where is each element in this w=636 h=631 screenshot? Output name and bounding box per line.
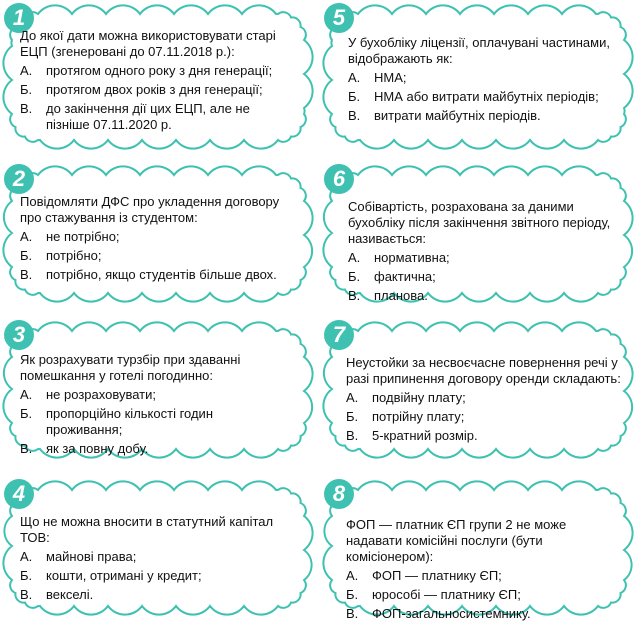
question-text: У бухобліку ліцензії, оплачувані частинами, відображають як: [348, 35, 610, 66]
answer-option [348, 269, 624, 285]
answer-option [348, 250, 624, 266]
answer-text: ФОП — платнику ЄП; [372, 568, 502, 583]
answer-text: кошти, отримані у кредит; [46, 568, 202, 583]
answer-letter: А. [348, 70, 361, 85]
answer-option [20, 267, 292, 283]
answer-letter: В. [20, 441, 33, 456]
answer-option [346, 587, 624, 603]
answer-text: планова. [374, 288, 428, 303]
answer-option [20, 406, 292, 438]
answer-option [348, 70, 624, 86]
answer-text: як за повну добу. [46, 441, 149, 456]
question-number-badge: 8 [324, 479, 354, 509]
quiz-card-8 [346, 517, 624, 625]
answer-letter: Б. [348, 269, 361, 284]
quiz-card-5 [348, 35, 624, 127]
question-text: Як розрахувати турзбір при здаванні помешкання у готелі погодинно: [20, 352, 241, 383]
answer-option [20, 229, 292, 245]
answer-text: векселі. [46, 587, 94, 602]
answer-option [20, 549, 292, 565]
answer-letter: Б. [20, 248, 33, 263]
answer-letter: А. [346, 568, 359, 583]
answer-text: НМА або витрати майбутніх періодів; [374, 89, 599, 104]
question-number-badge: 3 [4, 320, 34, 350]
question-text: До якої дати можна використовувати старі ЕЦП (згенеровані до 07.11.2018 р.): [20, 28, 276, 59]
answer-letter: А. [20, 387, 33, 402]
answer-text: не розраховувати; [46, 387, 156, 402]
answer-text: потрійну плату; [372, 409, 465, 424]
quiz-card-4 [20, 514, 292, 606]
quiz-card-1 [20, 28, 292, 136]
answer-text: не потрібно; [46, 229, 120, 244]
answer-letter: Б. [20, 568, 33, 583]
answer-text: НМА; [374, 70, 407, 85]
answer-text: ФОП-загальносистемнику. [372, 606, 531, 621]
answer-text: до закінчення дії цих ЕЦП, але не пізніше 07.11.2020 р. [46, 101, 250, 132]
answer-option [20, 568, 292, 584]
answer-letter: В. [346, 428, 359, 443]
answer-option [348, 108, 624, 124]
question-text: ФОП — платник ЄП групи 2 не може надавати комісійні послуги (бути комісіонером): [346, 517, 567, 564]
answer-letter: В. [20, 587, 33, 602]
question-number-badge: 7 [324, 320, 354, 350]
answer-letter: Б. [20, 406, 33, 421]
answer-letter: А. [20, 63, 33, 78]
question-text: Повідомляти ДФС про укладення договору про стажування із студентом: [20, 194, 280, 225]
answer-option [348, 288, 624, 304]
answer-letter: Б. [20, 82, 33, 97]
quiz-card-7 [346, 355, 624, 447]
question-number-badge: 5 [324, 3, 354, 33]
answer-letter: В. [346, 606, 359, 621]
answer-text: майнові права; [46, 549, 137, 564]
quiz-card-2 [20, 194, 292, 286]
answer-text: протягом двох років з дня генерації; [46, 82, 263, 97]
question-number-badge: 1 [4, 3, 34, 33]
answer-text: протягом одного року з дня генерації; [46, 63, 273, 78]
answer-option [20, 248, 292, 264]
answer-text: потрібно, якщо студентів більше двох. [46, 267, 277, 282]
answer-text: подвійну плату; [372, 390, 466, 405]
answer-letter: В. [20, 101, 33, 116]
answer-letter: А. [348, 250, 361, 265]
answer-option [20, 63, 292, 79]
answer-letter: Б. [346, 409, 359, 424]
question-text: Собівартість, розрахована за даними бухобліку після закінчення звітного періоду, називається: [348, 199, 611, 246]
question-number-badge: 2 [4, 164, 34, 194]
answer-option [346, 428, 624, 444]
answer-option [348, 89, 624, 105]
question-number-badge: 4 [4, 479, 34, 509]
answer-letter: В. [348, 288, 361, 303]
answer-text: пропорційно кількості годин проживання; [46, 406, 213, 437]
answer-option [346, 568, 624, 584]
answer-option [20, 587, 292, 603]
answer-text: нормативна; [374, 250, 450, 265]
answer-option [346, 390, 624, 406]
answer-text: потрібно; [46, 248, 102, 263]
answer-option [346, 409, 624, 425]
quiz-card-6 [348, 199, 624, 307]
answer-letter: А. [20, 229, 33, 244]
quiz-card-3 [20, 352, 292, 460]
answer-option [20, 441, 292, 457]
answer-letter: А. [20, 549, 33, 564]
answer-letter: Б. [348, 89, 361, 104]
answer-option [346, 606, 624, 622]
question-text: Що не можна вносити в статутний капітал ТОВ: [20, 514, 274, 545]
answer-option [20, 387, 292, 403]
answer-letter: В. [348, 108, 361, 123]
question-text: Неустойки за несвоєчасне повернення речі у разі припинення договору оренди складають: [346, 355, 621, 386]
answer-option [20, 101, 292, 133]
answer-letter: В. [20, 267, 33, 282]
answer-letter: Б. [346, 587, 359, 602]
answer-text: 5-кратний розмір. [372, 428, 478, 443]
answer-text: витрати майбутніх періодів. [374, 108, 541, 123]
answer-letter: А. [346, 390, 359, 405]
answer-text: юрособі — платнику ЄП; [372, 587, 521, 602]
question-number-badge: 6 [324, 164, 354, 194]
answer-text: фактична; [374, 269, 436, 284]
answer-option [20, 82, 292, 98]
